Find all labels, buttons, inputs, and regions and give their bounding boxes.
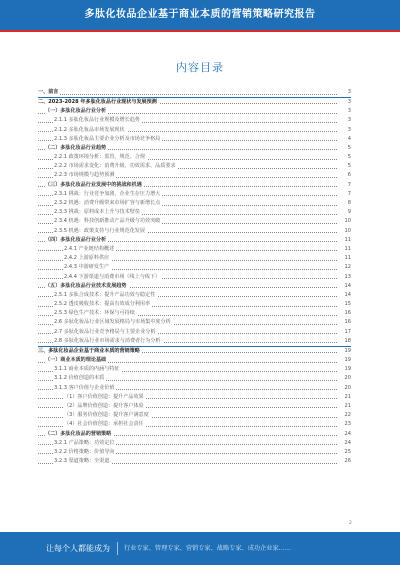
footer-divider <box>117 542 118 555</box>
toc-entry-page: 16 <box>337 318 351 327</box>
toc-entry[interactable] <box>38 107 351 116</box>
footer-bar <box>0 532 400 565</box>
toc-entry-page: 11 <box>337 236 351 245</box>
toc-entry-title: 2.1.1 多肽化妆品行业规模及增长趋势 <box>54 116 142 125</box>
toc-entry-title: （4）社会价值创造：承担社会责任 <box>64 420 146 429</box>
toc-entry[interactable] <box>38 365 351 374</box>
toc-entry-page: 7 <box>337 181 351 190</box>
toc-entry-title: 三、多肽化妆品企业基于商业本质的营销策略 <box>38 347 142 356</box>
toc-entry-title: （2）品牌价值创造：提升客户体验 <box>64 402 146 411</box>
toc-entry[interactable] <box>38 291 351 300</box>
toc-entry[interactable] <box>38 347 351 356</box>
toc-entry-title: 3.2.2 价格策略：价值导向 <box>54 448 116 457</box>
toc-entry[interactable] <box>38 98 351 107</box>
toc-entry-page: 5 <box>337 144 351 153</box>
toc-entry-title: 2.1.3 多肽化妆品主要企业分析及市场竞争格局 <box>54 135 162 144</box>
page-number: 2 <box>349 521 352 526</box>
footer-slogan: 让每个人都能成为 <box>46 544 110 553</box>
toc-entry-page: 3 <box>337 116 351 125</box>
toc-entry-title: （三）多肽化妆品行业发展中的挑战和机遇 <box>45 181 144 190</box>
toc-entry-page: 14 <box>337 282 351 291</box>
toc-entry-title: （五）多肽化妆品行业技术发展趋势 <box>45 282 129 291</box>
toc-entry-page: 10 <box>337 227 351 236</box>
toc-entry-page: 11 <box>337 245 351 254</box>
toc-entry-title: 3.1.2 价值创造的本质 <box>54 374 106 383</box>
toc-entry[interactable] <box>38 116 351 125</box>
toc-entry[interactable] <box>38 236 351 245</box>
toc-entry[interactable] <box>38 328 351 337</box>
toc-entry-page: 18 <box>337 337 351 346</box>
toc-entry[interactable] <box>38 318 351 327</box>
toc-entry[interactable] <box>38 208 351 217</box>
toc-entry-title: 2.3.1 挑战：行业竞争加剧，企业生存压力增大 <box>54 190 162 199</box>
toc-entry-title: 2.3.5 机遇：政策支持与行业规范化发展 <box>54 227 147 236</box>
toc-entry[interactable] <box>38 190 351 199</box>
toc-entry-title: 2.5.3 绿色生产技术：环保与可持续 <box>54 309 137 318</box>
toc-entry-page: 24 <box>337 439 351 448</box>
toc-entry-page: 11 <box>337 254 351 263</box>
toc-entry[interactable] <box>38 126 351 135</box>
footer-tagline: 行业专家、管理专家、营销专家、战略专家、成功企业家…… <box>124 545 292 552</box>
toc-entry[interactable] <box>38 309 351 318</box>
toc-entry-page: 12 <box>337 263 351 272</box>
toc-entry-title: （二）多肽化妆品行业趋势 <box>45 144 108 153</box>
toc-entry-page: 10 <box>337 217 351 226</box>
toc-entry-page: 3 <box>337 107 351 116</box>
toc-entry-title: 2.2.3 市场规模与趋势预测 <box>54 171 116 180</box>
toc-entry[interactable] <box>38 300 351 309</box>
toc-entry[interactable] <box>38 457 351 466</box>
toc-entry-title: 2.2.1 政策环境分析：监管、规范、合规 <box>54 153 147 162</box>
toc-entry-page: 20 <box>337 374 351 383</box>
toc-entry-page: 8 <box>337 199 351 208</box>
toc-entry-page: 6 <box>337 171 351 180</box>
toc-entry[interactable] <box>38 254 351 263</box>
toc-entry-title: 3.2.3 渠道策略：全渠道 <box>54 457 111 466</box>
toc-entry-title: 2.8 多肽化妆品行业市场需求与消费者行为分析 <box>54 337 163 346</box>
toc-entry[interactable] <box>38 356 351 365</box>
toc-entry[interactable] <box>38 227 351 236</box>
toc-entry[interactable] <box>38 282 351 291</box>
toc-entry[interactable] <box>38 420 351 429</box>
toc-entry-page: 7 <box>337 190 351 199</box>
toc-entry-title: （一）多肽化妆品行业分析 <box>45 107 108 116</box>
toc-entry[interactable] <box>38 402 351 411</box>
toc-entry-title: （1）客户价值创造：提升产品效果 <box>64 393 146 402</box>
toc-entry[interactable] <box>38 217 351 226</box>
toc-entry-title: （一）商业本质的理论基础 <box>45 356 108 365</box>
header-bar <box>0 0 400 30</box>
toc-entry[interactable] <box>38 273 351 282</box>
toc-entry-title: 2.2.2 市场需求变化：消费升级、功效需求、品质要求 <box>54 162 178 171</box>
toc-entry-title: 2.7 多肽化妆品行业竞争格局与主要企业分析 <box>54 328 157 337</box>
toc-entry-title: （四）多肽化妆品行业分析 <box>45 236 108 245</box>
toc-entry-page: 16 <box>337 309 351 318</box>
toc-entry-title: 3.1.3 客户价值与企业价值 <box>54 384 116 393</box>
toc-entry-page: 9 <box>337 208 351 217</box>
toc-entry-title: 2.3.3 挑战：原料成本上升与技术壁垒 <box>54 208 142 217</box>
toc-entry[interactable] <box>38 439 351 448</box>
toc-entry-page: 26 <box>337 457 351 466</box>
toc-entry-page: 14 <box>337 291 351 300</box>
toc-entry-page: 3 <box>337 98 351 107</box>
toc-entry[interactable] <box>38 88 351 97</box>
toc-entry-title: 2.4.1 产业链结构概述 <box>64 245 116 254</box>
toc-entry-page: 17 <box>337 328 351 337</box>
toc-entry[interactable] <box>38 245 351 254</box>
toc-entry-page: 5 <box>337 162 351 171</box>
toc-entry-page: 25 <box>337 448 351 457</box>
toc-leader-dots <box>38 94 337 95</box>
toc-entry-title: 2.1.2 多肽化妆品市场发展现状 <box>54 126 127 135</box>
toc-entry-title: 3.2.1 产品策略：功效定位 <box>54 439 116 448</box>
toc-entry[interactable] <box>38 411 351 420</box>
toc-entry[interactable] <box>38 153 351 162</box>
header-accent-line <box>0 30 400 32</box>
toc-entry[interactable] <box>38 199 351 208</box>
toc-entry-page: 13 <box>337 273 351 282</box>
toc-entry-title: 二、2023-2028 年多肽化妆品行业现状与发展预测 <box>38 98 159 107</box>
toc-entry-page: 22 <box>337 411 351 420</box>
toc-entry-title: 2.5.2 透皮吸收技术：提高有效成分利用率 <box>54 300 152 309</box>
toc-entry-title: 2.4.2 上游原料供应 <box>64 254 111 263</box>
toc-entry-title: 2.4.3 中游研发生产 <box>64 263 111 272</box>
toc-entry[interactable] <box>38 162 351 171</box>
toc-entry-page: 19 <box>337 356 351 365</box>
toc-entry-title: 3.1.1 商业本质的内涵与特征 <box>54 365 122 374</box>
toc-entry-page: 15 <box>337 300 351 309</box>
toc-entry-page: 21 <box>337 393 351 402</box>
toc-entry-page: 4 <box>337 135 351 144</box>
toc-entry-title: （3）服务价值创造：提升客户满意度 <box>64 411 151 420</box>
toc-entry-page: 24 <box>337 430 351 439</box>
toc-entry[interactable] <box>38 393 351 402</box>
toc-entry-page: 19 <box>337 365 351 374</box>
toc-entry-title: 一、前言 <box>38 88 60 97</box>
toc-entry-page: 5 <box>337 153 351 162</box>
toc-entry-title: 2.5.1 多肽合成技术：提升产品功效与稳定性 <box>54 291 157 300</box>
toc-entry-page: 3 <box>337 88 351 97</box>
toc-entry-title: 2.6 多肽化妆品行业区域发展格局与市场集中度分析 <box>54 318 173 327</box>
toc-entry[interactable] <box>38 374 351 383</box>
table-of-contents <box>38 88 351 466</box>
toc-title: 内容目录 <box>176 61 224 74</box>
toc-entry[interactable] <box>38 135 351 144</box>
toc-entry[interactable] <box>38 384 351 393</box>
toc-entry-page: 19 <box>337 347 351 356</box>
toc-entry-page: 23 <box>337 420 351 429</box>
toc-entry[interactable] <box>38 430 351 439</box>
toc-entry-title: （二）多肽化妆品的营销策略 <box>45 430 113 439</box>
toc-entry-title: 2.3.4 机遇：科技创新推动产品升级与功效突破 <box>54 217 162 226</box>
toc-entry[interactable] <box>38 181 351 190</box>
toc-entry-page: 21 <box>337 402 351 411</box>
toc-entry[interactable] <box>38 448 351 457</box>
toc-entry-title: 2.4.4 下游渠道与消费市场（线上与线下） <box>64 273 162 282</box>
toc-entry-page: 20 <box>337 384 351 393</box>
toc-entry-title: 2.3.2 机遇：消费升级带来市场扩容与新增长点 <box>54 199 162 208</box>
toc-entry-page: 3 <box>337 126 351 135</box>
toc-entry[interactable] <box>38 171 351 180</box>
toc-entry[interactable] <box>38 263 351 272</box>
toc-entry[interactable] <box>38 144 351 153</box>
document-title: 多肽化妆品企业基于商业本质的营销策略研究报告 <box>84 9 316 20</box>
toc-entry[interactable] <box>38 337 351 346</box>
